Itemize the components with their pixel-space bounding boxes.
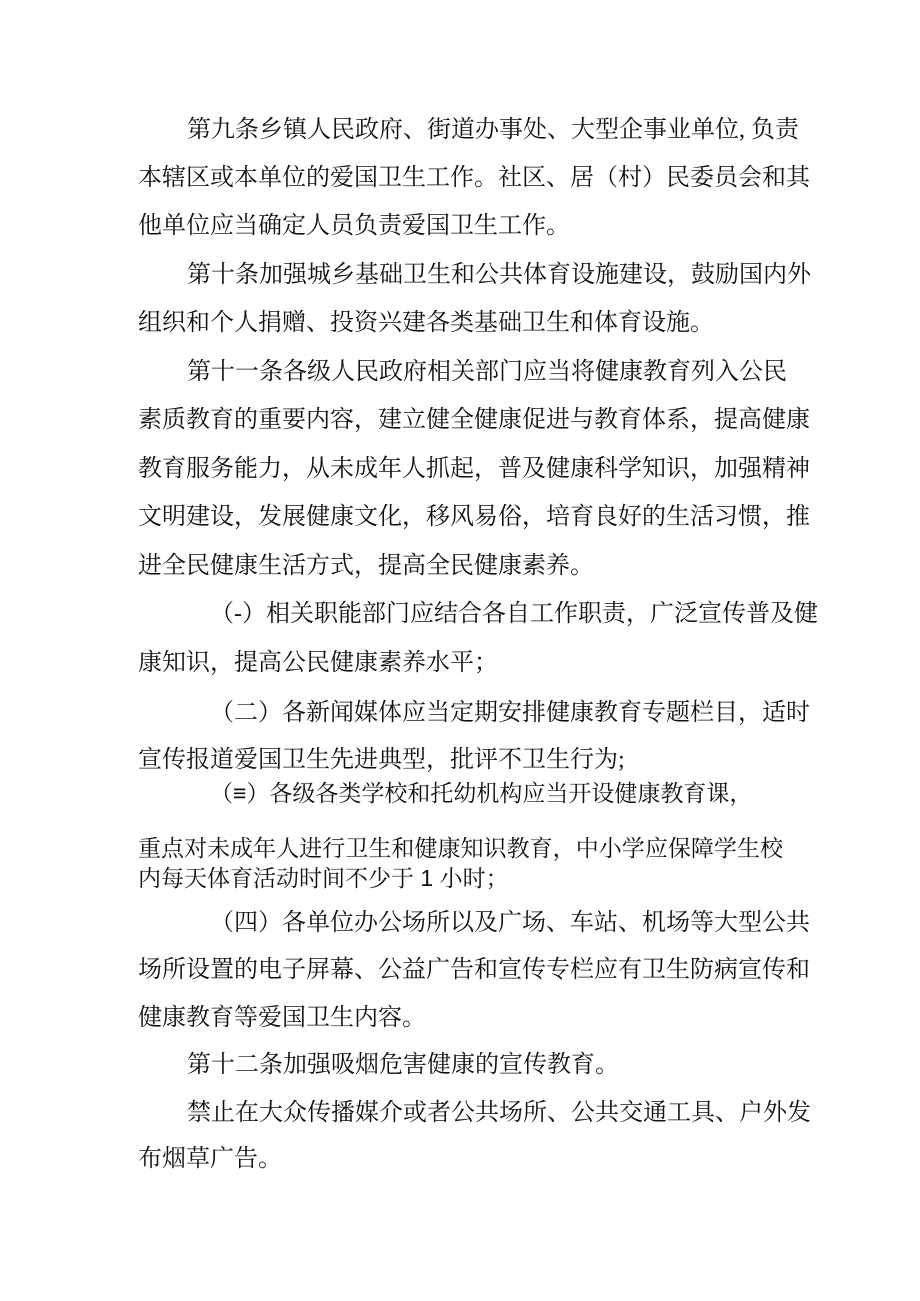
text-line: （≡）各级各类学校和托幼机构应当开设健康教育课， xyxy=(210,780,753,806)
text-line: 教育服务能力，从未成年人抓起，普及健康科学知识，加强精神 xyxy=(138,456,810,482)
text-line: 布烟草广告。 xyxy=(138,1146,282,1172)
text-line: 康知识，提高公民健康素养水平； xyxy=(138,650,498,676)
text-line: （四）各单位办公场所以及广场、车站、机场等大型公共 xyxy=(210,910,810,936)
text-line: 第十二条加强吸烟危害健康的宣传教育。 xyxy=(187,1052,619,1078)
text-line: （-）相关职能部门应结合各自工作职责，广泛宣传普及健 xyxy=(210,601,818,627)
text-line: 素质教育的重要内容，建立健全健康促进与教育体系，提高健康 xyxy=(138,407,810,433)
text-line: 本辖区或本单位的爱国卫生工作。社区、居（村）民委员会和其 xyxy=(138,165,810,191)
text-line: 宣传报道爱国卫生先进典型，批评不卫生行为; xyxy=(138,747,625,773)
text-line: 文明建设，发展健康文化，移风易俗，培育良好的生活习惯，推 xyxy=(138,504,810,530)
text-line: 他单位应当确定人员负责爱国卫生工作。 xyxy=(138,213,570,239)
text-line: 组织和个人捐赠、投资兴建各类基础卫生和体育设施。 xyxy=(138,310,714,336)
text-line: 第十条加强城乡基础卫生和公共体育设施建设，鼓励国内外 xyxy=(187,262,811,288)
text-line: 第十一条各级人民政府相关部门应当将健康教育列入公民 xyxy=(187,359,787,385)
text-line: 健康教育等爱国卫生内容。 xyxy=(138,1005,426,1031)
text-line: 场所设置的电子屏幕、公益广告和宣传专栏应有卫生防病宣传和 xyxy=(138,957,810,983)
text-line: 内每天体育活动时间不少于 1 小时； xyxy=(138,865,509,891)
text-line: （二）各新闻媒体应当定期安排健康教育专题栏目，适时 xyxy=(210,700,810,726)
text-line: 进全民健康生活方式，提高全民健康素养。 xyxy=(138,553,594,579)
text-line: 第九条乡镇人民政府、街道办事处、大型企事业单位, 负责 xyxy=(187,117,799,143)
text-line: 禁止在大众传播媒介或者公共场所、公共交通工具、户外发 xyxy=(187,1100,811,1126)
text-line: 重点对未成年人进行卫生和健康知识教育，中小学应保障学生校 xyxy=(138,835,783,861)
